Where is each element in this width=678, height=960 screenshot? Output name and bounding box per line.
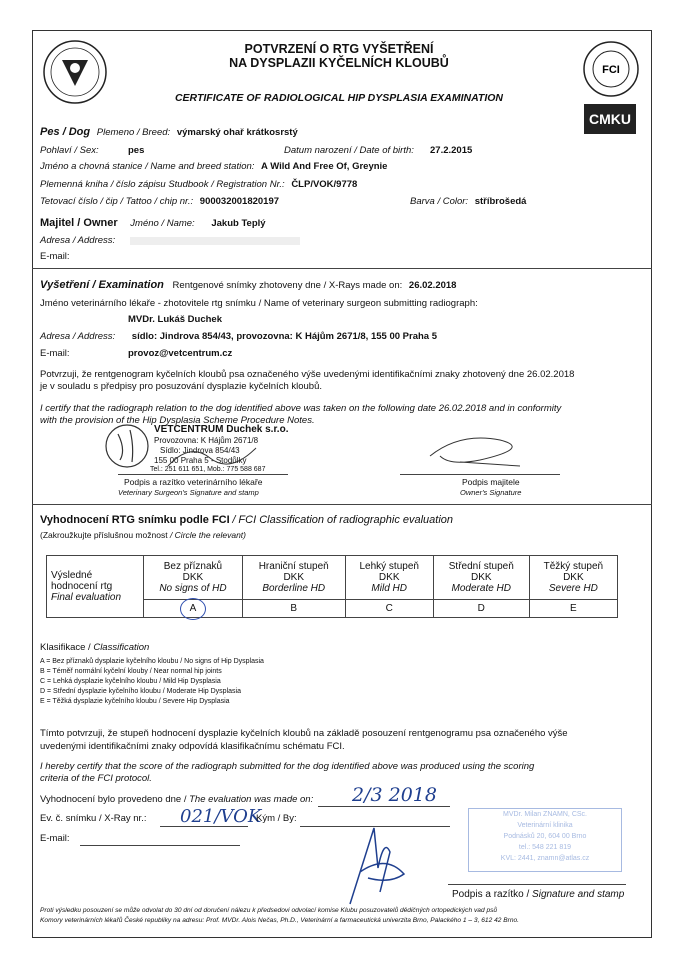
name-label: Jméno a chovná stanice / Name and breed station: xyxy=(40,161,255,172)
eval-date-value: 2/3 2018 xyxy=(352,784,437,806)
footer-line-2: Komory veterinárních lékařů České republiky na adresu: Prof. MVDr. Alois Nečas, Ph.D., Veterinární a farmaceutická univerzita Brno, Palackého 1 – 3, 612 42 Brno. xyxy=(40,917,520,924)
grade-a-header: Bez příznaků DKK No signs of HD xyxy=(144,556,243,600)
email-line-2 xyxy=(80,845,240,846)
fci-logo-text: FCI xyxy=(602,64,620,76)
owner-email-label: E-mail: xyxy=(40,251,70,262)
confirm-cz-1: Potvrzuji, že rentgenogram kyčelních kloubů psa označeného výše uvedenými identifikačními znaky zhotovený dne 26.02.2018 xyxy=(40,369,575,380)
eval-date-label: Vyhodnocení bylo provedeno dne / xyxy=(40,794,187,805)
evaluation-heading-en: / FCI Classification of radiographic evaluation xyxy=(232,514,454,526)
final-cz-2: uvedenými identifikačními znaky odpovídá klasifikačnímu schématu FCI. xyxy=(40,741,345,752)
owner-address-label: Adresa / Address: xyxy=(40,235,116,246)
footer-line-1: Proti výsledku posouzení se může odvolat do 30 dní od doručení nálezu k předsedovi odvolací komise Klubu posuzovatelů dědičných ortopedických vad psů xyxy=(40,907,498,914)
circle-note-cz: (Zakroužkujte příslušnou možnost xyxy=(40,530,168,540)
title-line-1: POTVRZENÍ O RTG VYŠETŘENÍ xyxy=(244,42,434,56)
exam-address-label: Adresa / Address: xyxy=(40,331,116,342)
owner-address-redacted xyxy=(130,237,300,245)
vet-stamp-line-2: Provozovna: K Hájům 2671/8 xyxy=(154,436,259,445)
confirm-cz-2: je v souladu s předpisy pro posuzování dysplazie kyčelních kloubů. xyxy=(40,381,322,392)
owner-sig-label: Podpis majitele xyxy=(462,477,520,487)
owner-name-value: Jakub Teplý xyxy=(211,218,266,229)
grade-a-cell[interactable]: A xyxy=(144,600,243,618)
studbook-label: Plemenná kniha / číslo zápisu Studbook / Registration Nr.: xyxy=(40,179,285,190)
stamp-line xyxy=(448,884,626,885)
owner-sig-label-en: Owner's Signature xyxy=(460,488,522,497)
grade-c-header: Lehký stupeň DKK Mild HD xyxy=(345,556,433,600)
classification-item: C = Lehká dysplazie kyčelního kloubu / Mild Hip Dysplasia xyxy=(40,678,221,685)
grade-d-header: Střední stupeň DKK Moderate HD xyxy=(433,556,529,600)
color-row xyxy=(410,196,526,207)
title-line-2: NA DYSPLAZII KYČELNÍCH KLOUBŮ xyxy=(229,56,449,70)
grade-b-header: Hraniční stupeň DKK Borderline HD xyxy=(242,556,345,600)
vet-stamp-line-3: Sídlo: Jindrova 854/43 xyxy=(160,446,240,455)
exam-address-row xyxy=(40,331,437,342)
evaluator-stamp: MVDr. Milan ZNAMN, CSc. Veterinární klinika Podnásků 20, 604 00 Brno tel.: 548 221 819 KVL: 2441, znamn@atlas.cz xyxy=(468,808,622,872)
vet-stamp-line-5: Tel.: 251 611 651, Mob.: 775 588 687 xyxy=(150,466,266,473)
subtitle: CERTIFICATE OF RADIOLOGICAL HIP DYSPLASIA EXAMINATION xyxy=(174,92,504,104)
xray-nr-value: 021/VOK xyxy=(180,806,262,827)
tattoo-value: 900032001820197 xyxy=(199,196,280,207)
xray-nr-line xyxy=(160,826,248,827)
exam-email-value: provoz@vetcentrum.cz xyxy=(128,348,233,359)
owner-name-label: Jméno / Name: xyxy=(130,218,195,229)
final-en-2: criteria of the FCI protocol. xyxy=(40,773,152,784)
xray-date: 26.02.2018 xyxy=(408,280,457,291)
vet-sig-label-en: Veterinary Surgeon's Signature and stamp xyxy=(118,488,259,497)
studbook-value: ČLP/VOK/9778 xyxy=(291,179,358,190)
confirm-en-2: with the provision of the Hip Dysplasia Scheme Procedure Notes. xyxy=(40,415,315,426)
eval-date-line xyxy=(318,806,450,807)
dob-label: Datum narození / Date of birth: xyxy=(284,145,414,156)
owner-heading: Majitel / Owner xyxy=(40,217,118,229)
final-cz-1: Tímto potvrzuji, že stupeň hodnocení dysplazie kyčelních kloubů na základě posouzení rentgenogramu psa označeného výše xyxy=(40,728,568,739)
circle-note-en: / Circle the relevant) xyxy=(169,530,246,540)
stamp-label-en: Signature and stamp xyxy=(532,889,625,900)
dog-heading: Pes / Dog xyxy=(40,126,91,138)
owner-row xyxy=(40,217,266,229)
grade-e-header: Těžký stupeň DKK Severe HD xyxy=(529,556,617,600)
eval-date-label-en: The evaluation was made on: xyxy=(189,794,314,805)
confirm-en-1: I certify that the radiograph relation to the dog identified above was taken on the following date 26.02.2018 and in conformity xyxy=(40,403,562,414)
exam-heading: Vyšetření / Examination xyxy=(40,279,164,291)
evaluation-table xyxy=(46,555,618,618)
dob-value: 27.2.2015 xyxy=(430,145,473,156)
vet-signature-line xyxy=(118,474,288,475)
final-evaluation-label: Výsledné hodnocení rtg Final evaluation xyxy=(47,556,144,618)
breed-value: výmarský ohař krátkosrstý xyxy=(176,127,298,138)
vet-stamp-line-4: 155 00 Praha 5 - Stodůlky xyxy=(154,456,247,465)
breed-label: Plemeno / Breed: xyxy=(96,127,171,138)
classification-item: B = Téměř normální kyčelní klouby / Near normal hip joints xyxy=(40,668,222,675)
circle-note-row xyxy=(40,530,246,540)
name-row xyxy=(40,161,387,172)
tattoo-label: Tetovací číslo / čip / Tattoo / chip nr.: xyxy=(40,196,194,207)
divider-1 xyxy=(32,268,652,269)
vet-label: Jméno veterinárního lékaře - zhotovitele rtg snímku / Name of veterinary surgeon submitting radiograph: xyxy=(40,298,478,309)
selected-grade-circle xyxy=(180,598,206,620)
evaluation-heading-row xyxy=(40,514,453,526)
grade-c-cell[interactable]: C xyxy=(345,600,433,618)
xray-nr-label: Ev. č. snímku / X-Ray nr.: xyxy=(40,813,147,824)
stamp-label-cz: Podpis a razítko / xyxy=(452,889,530,900)
vet-signature xyxy=(160,438,270,474)
vet-stamp-line-1: VETCENTRUM Duchek s.r.o. xyxy=(154,424,289,435)
cmku-logo-text: CMKU xyxy=(589,111,631,127)
cmku-logo xyxy=(584,104,636,134)
vet-name: MVDr. Lukáš Duchek xyxy=(128,314,222,325)
grade-d-cell[interactable]: D xyxy=(433,600,529,618)
grade-b-cell[interactable]: B xyxy=(242,600,345,618)
classification-item: D = Střední dysplazie kyčelního kloubu / Moderate Hip Dysplasia xyxy=(40,688,241,695)
exam-row xyxy=(40,279,456,291)
color-value: stříbrošedá xyxy=(474,196,527,207)
dog-breed-row xyxy=(40,126,298,138)
final-en-1: I hereby certify that the score of the radiograph submitted for the dog identified above was produced using the scoring xyxy=(40,761,535,772)
name-value: A Wild And Free Of, Greynie xyxy=(261,161,388,172)
email-label-2: E-mail: xyxy=(40,833,70,844)
grade-e-cell[interactable]: E xyxy=(529,600,617,618)
evaluation-header-row xyxy=(47,556,618,600)
eval-date-row xyxy=(40,794,313,805)
evaluator-signature xyxy=(330,808,420,912)
xray-label: Rentgenové snímky zhotoveny dne / X-Rays made on: xyxy=(172,280,403,291)
classification-heading: Klasifikace / Classification xyxy=(40,642,150,653)
color-label: Barva / Color: xyxy=(410,196,469,207)
divider-2 xyxy=(32,504,652,505)
owner-signature-line xyxy=(400,474,560,475)
by-label: Kým / By: xyxy=(256,813,297,824)
stamp-label-row xyxy=(452,889,624,900)
studbook-row xyxy=(40,179,357,190)
vet-stamp-logo xyxy=(104,420,150,472)
vet-sig-label: Podpis a razítko veterinárního lékaře xyxy=(124,477,263,487)
exam-email-label: E-mail: xyxy=(40,348,70,359)
evaluation-heading-cz: Vyhodnocení RTG snímku podle FCI xyxy=(40,514,230,526)
classification-item: A = Bez příznaků dysplazie kyčelního kloubu / No signs of Hip Dysplasia xyxy=(40,658,264,665)
owner-signature xyxy=(420,426,540,474)
sex-label: Pohlaví / Sex: xyxy=(40,145,99,156)
tattoo-row xyxy=(40,196,279,207)
exam-address-value: sídlo: Jindrova 854/43, provozovna: K Hájům 2671/8, 155 00 Praha 5 xyxy=(131,331,437,342)
sex-value: pes xyxy=(128,145,145,156)
classification-item: E = Těžká dysplazie kyčelního kloubu / Severe Hip Dysplasia xyxy=(40,698,230,705)
